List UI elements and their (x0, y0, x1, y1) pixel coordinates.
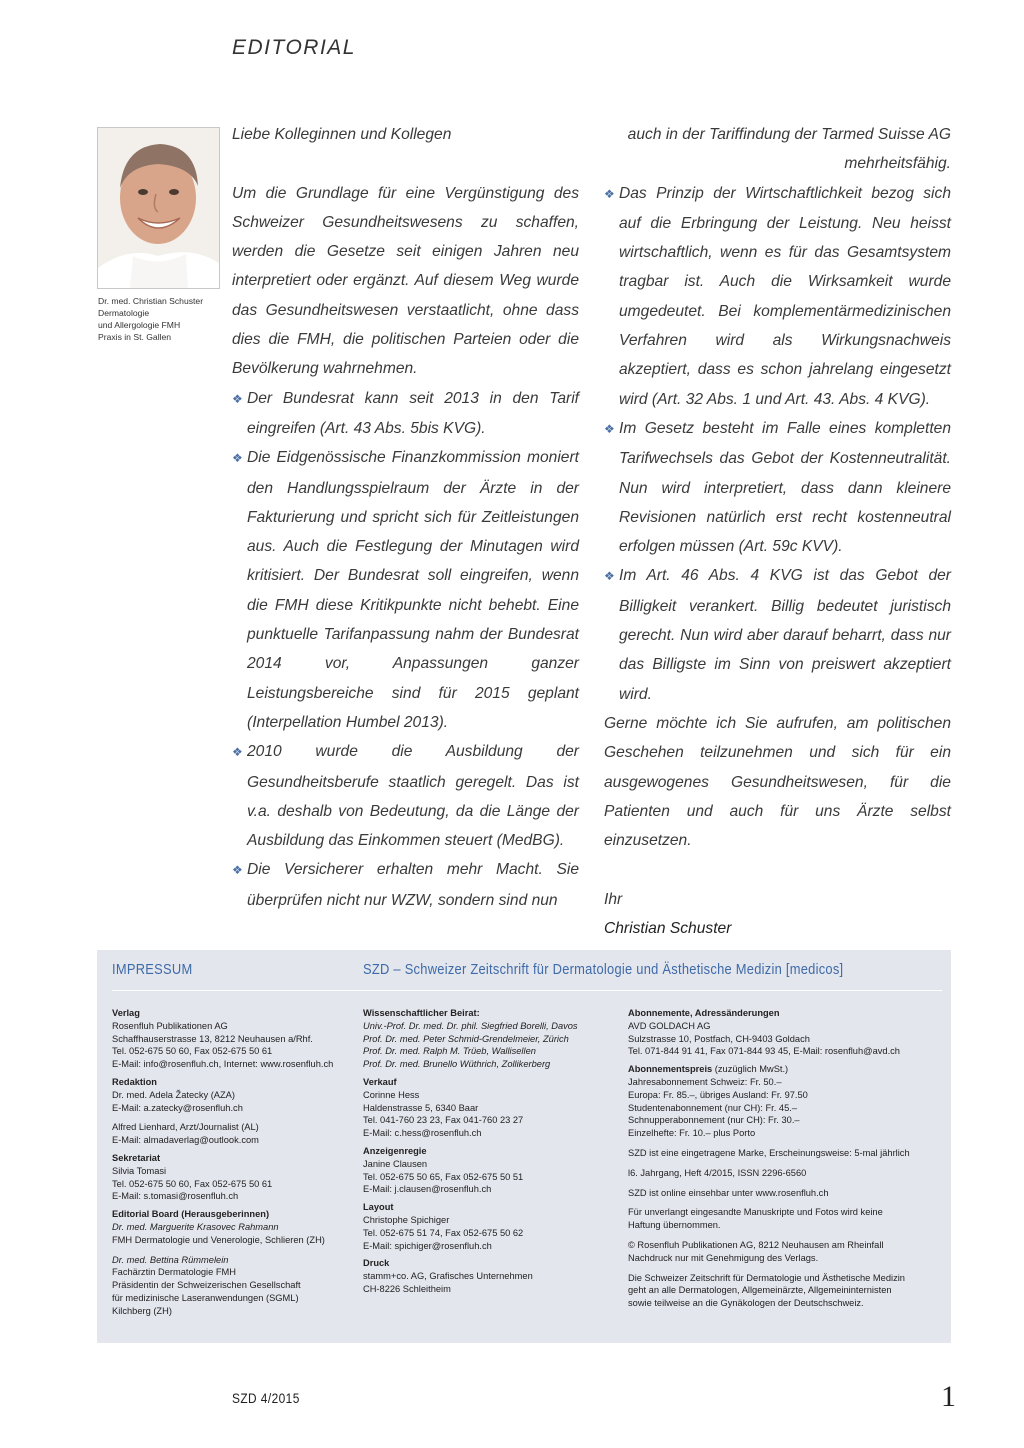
impressum-box (97, 950, 951, 1343)
impressum-line: Jahresabonnement Schweiz: Fr. 50.– (628, 1076, 782, 1087)
impressum-line: Tel. 041-760 23 23, Fax 041-760 23 27 (363, 1115, 524, 1126)
impressum-heading: Anzeigenregie (363, 1145, 427, 1156)
impressum-heading: Layout (363, 1202, 394, 1213)
impressum-line: Einzelhefte: Fr. 10.– plus Porto (628, 1128, 756, 1139)
spacer (628, 1140, 910, 1147)
impressum-line: Dr. med. Marguerite Krasovec Rahmann (112, 1221, 279, 1232)
impressum-heading: Verlag (112, 1008, 140, 1018)
impressum-line: für medizinische Laseranwendungen (SGML) (112, 1292, 299, 1303)
diamond-bullet-icon: ❖ (604, 186, 615, 201)
impressum-line: Schnupperabonnement (nur CH): Fr. 30.– (628, 1115, 800, 1126)
impressum-line: FMH Dermatologie und Venerologie, Schlieren (ZH) (112, 1234, 325, 1245)
sign-off: Ihr (604, 890, 623, 908)
impressum-column-contacts (363, 1007, 578, 1296)
impressum-line: Corinne Hess (363, 1089, 420, 1100)
impressum-line: E-Mail: spichiger@rosenfluh.ch (363, 1240, 492, 1251)
impressum-line: Tel. 052-675 50 60, Fax 052-675 50 61 (112, 1046, 273, 1057)
impressum-line: Tel. 071-844 91 41, Fax 071-844 93 45, E-Mail: rosenfluh@avd.ch (628, 1046, 900, 1057)
impressum-line: Europa: Fr. 85.–, übriges Ausland: Fr. 97.50 (628, 1089, 808, 1100)
impressum-line: Prof. Dr. med. Ralph M. Trüeb, Wallisellen (363, 1046, 536, 1057)
impressum-line: geht an alle Dermatologen, Allgemeinärzte, Allgemeininternisten (628, 1285, 892, 1296)
bullet-item: ❖ Im Gesetz besteht im Falle eines kompletten Tarifwechsels das Gebot der Kostenneutralität. Nun wird interpretiert, dass dann kleinere Revisionen natürlich erst recht kostenneutral erfolgen müssen (Art. 59c KVV). (604, 414, 951, 561)
diamond-bullet-icon: ❖ (232, 391, 243, 406)
bullet-item: ❖ Das Prinzip der Wirtschaftlichkeit bezog sich auf die Erbringung der Leistung. Neu heisst wirtschaftlich, wenn es für das Gesamtsystem tragbar ist. Auch die Wirksamkeit wurde umgedeutet. Bei komplementärmedizinischen Verfahren wird als Wirkungsnachweis akzeptiert, dass es schon jahrelang eingesetzt wird (Art. 32 Abs. 1 und Art. 43. Abs. 4 KVG). (604, 179, 951, 414)
diamond-bullet-icon: ❖ (604, 421, 615, 436)
impressum-line: Silvia Tomasi (112, 1165, 167, 1176)
impressum-line: Fachärztin Dermatologie FMH (112, 1267, 236, 1278)
impressum-line: stamm+co. AG, Grafisches Unternehmen (363, 1271, 533, 1282)
diamond-bullet-icon: ❖ (232, 451, 243, 466)
impressum-line: AVD GOLDACH AG (628, 1020, 711, 1031)
closing-paragraph: Gerne möchte ich Sie aufrufen, am politischen Geschehen teilzunehmen und sich für ein ausgewogenes Gesundheitswesen, für die Patienten und auch für uns Ärzte selbst einzusetzen. (604, 714, 951, 850)
impressum-line: Alfred Lienhard, Arzt/Journalist (AL) (112, 1122, 259, 1133)
impressum-line: CH-8226 Schleitheim (363, 1283, 451, 1294)
page-number: 1 (941, 1380, 956, 1413)
impressum-column-subscriptions (628, 1007, 910, 1310)
impressum-line: © Rosenfluh Publikationen AG, 8212 Neuhausen am Rheinfall (628, 1239, 884, 1250)
impressum-line: Univ.-Prof. Dr. med. Dr. phil. Siegfried Borelli, Davos (363, 1020, 578, 1031)
impressum-line: E-Mail: s.tomasi@rosenfluh.ch (112, 1191, 239, 1202)
impressum-heading: Sekretariat (112, 1152, 161, 1163)
signature: Christian Schuster (604, 920, 732, 938)
impressum-line: E-Mail: info@rosenfluh.ch, Internet: www.rosenfluh.ch (112, 1059, 334, 1070)
diamond-bullet-icon: ❖ (232, 745, 243, 760)
impressum-line: Studentenabonnement (nur CH): Fr. 45.– (628, 1102, 797, 1113)
author-photo (97, 127, 220, 289)
author-caption (98, 295, 223, 343)
bullet-item: ❖ 2010 wurde die Ausbildung der Gesundheitsberufe staatlich geregelt. Das ist v.a. deshalb von Bedeutung, da die Länge der Ausbildung das Einkommen steuert (MedBG). (232, 737, 579, 855)
greeting: Liebe Kolleginnen und Kollegen (232, 126, 452, 143)
spacer (112, 1247, 333, 1254)
impressum-line: Für unverlangt eingesandte Manuskripte und Fotos wird keine (628, 1207, 883, 1218)
impressum-line: E-Mail: j.clausen@rosenfluh.ch (363, 1184, 492, 1195)
impressum-line: Prof. Dr. med. Peter Schmid-Grendelmeier, Zürich (363, 1033, 569, 1044)
issue-label: SZD 4/2015 (232, 1390, 300, 1406)
impressum-heading: Abonnemente, Adressänderungen (628, 1008, 780, 1018)
diamond-bullet-icon: ❖ (232, 863, 243, 878)
impressum-line: Kilchberg (ZH) (112, 1305, 172, 1316)
impressum-line: Präsidentin der Schweizerischen Gesellschaft (112, 1280, 301, 1291)
impressum-heading: Druck (363, 1258, 390, 1269)
impressum-heading: Redaktion (112, 1076, 157, 1087)
editorial-left-column (232, 120, 579, 915)
editorial-right-column (604, 120, 951, 943)
spacer (628, 1265, 910, 1272)
impressum-line: l6. Jahrgang, Heft 4/2015, ISSN 2296-6560 (628, 1167, 807, 1178)
intro-paragraph: Um die Grundlage für eine Vergünstigung des Schweizer Gesundheitswesens zu schaffen, werden die Gesetze seit einigen Jahren neu interpretiert oder ergänzt. Auf diesem Weg wurde das Gesundheitswesen verstaatlicht, ohne dass dies die FMH, die politischen Parteien oder die Bevölkerung wahrnehmen. (232, 184, 579, 378)
impressum-line: Haldenstrasse 5, 6340 Baar (363, 1102, 479, 1113)
diamond-bullet-icon: ❖ (604, 569, 615, 584)
impressum-line: Rosenfluh Publikationen AG (112, 1020, 228, 1031)
spacer (628, 1180, 910, 1187)
impressum-line: Sulzstrasse 10, Postfach, CH-9403 Goldach (628, 1033, 810, 1044)
caption-line: Praxis in St. Gallen (98, 332, 172, 342)
impressum-heading: Wissenschaftlicher Beirat: (363, 1008, 480, 1018)
impressum-line: Nachdruck nur mit Genehmigung des Verlags. (628, 1252, 819, 1263)
impressum-divider (112, 990, 942, 991)
impressum-title: IMPRESSUM (112, 961, 193, 978)
impressum-line: Tel. 052-675 51 74, Fax 052-675 50 62 (363, 1227, 524, 1238)
journal-title: SZD – Schweizer Zeitschrift für Dermatologie und Ästhetische Medizin [medicos] (363, 961, 844, 978)
bullet-item: ❖ Die Eidgenössische Finanzkommission moniert den Handlungsspielraum der Ärzte in der Fakturierung und spricht sich für Zeitleistungen aus. Auch die Festlegung der Minutagen wird kritisiert. Der Bundesrat soll eingreifen, wenn die FMH diese Kritikpunkte nicht behebt. Eine punktuelle Tarifanpassung nahm der Bundesrat 2014 vor, Anpassungen ganzer Leistungsbereiche sind für 2015 geplant (Interpellation Humbel 2013). (232, 443, 579, 737)
impressum-heading: Editorial Board (Herausgeberinnen) (112, 1209, 270, 1220)
section-title: EDITORIAL (232, 36, 356, 59)
caption-line: Dermatologie (98, 308, 150, 318)
spacer (628, 1160, 910, 1167)
impressum-column-publisher (112, 1007, 333, 1318)
spacer (112, 1114, 333, 1121)
caption-line: und Allergologie FMH (98, 320, 181, 330)
impressum-line: Schaffhauserstrasse 13, 8212 Neuhausen a/Rhf. (112, 1033, 313, 1044)
impressum-line: Janine Clausen (363, 1158, 428, 1169)
impressum-heading: Verkauf (363, 1076, 397, 1087)
impressum-line: E-Mail: a.zatecky@rosenfluh.ch (112, 1102, 243, 1113)
impressum-line: Christophe Spichiger (363, 1214, 450, 1225)
impressum-line: Dr. med. Adela Žatecky (AZA) (112, 1089, 235, 1100)
impressum-line: Haftung übernommen. (628, 1220, 721, 1231)
impressum-line: Prof. Dr. med. Brunello Wüthrich, Zollikerberg (363, 1059, 551, 1070)
spacer (628, 1199, 910, 1206)
impressum-line: SZD ist online einsehbar unter www.rosenfluh.ch (628, 1187, 829, 1198)
impressum-line: Tel. 052-675 50 65, Fax 052-675 50 51 (363, 1171, 524, 1182)
impressum-line: SZD ist eine eingetragene Marke, Erscheinungsweise: 5-mal jährlich (628, 1147, 910, 1158)
caption-line: Dr. med. Christian Schuster (98, 296, 204, 306)
bullet-item: ❖ Der Bundesrat kann seit 2013 in den Tarif eingreifen (Art. 43 Abs. 5bis KVG). (232, 384, 579, 444)
continuation-text: auch in der Tariffindung der Tarmed Suisse AG mehrheitsfähig. (627, 126, 951, 173)
impressum-line: E-Mail: almadaverlag@outlook.com (112, 1135, 259, 1146)
bullet-item: ❖ Die Versicherer erhalten mehr Macht. Sie überprüfen nicht nur WZW, sondern sind nun (232, 855, 579, 915)
impressum-line: E-Mail: c.hess@rosenfluh.ch (363, 1128, 482, 1139)
impressum-line: Dr. med. Bettina Rümmelein (112, 1254, 229, 1265)
impressum-line: Tel. 052-675 50 60, Fax 052-675 50 61 (112, 1178, 273, 1189)
bullet-item: ❖ Im Art. 46 Abs. 4 KVG ist das Gebot der Billigkeit verankert. Billig bedeutet juristisch gerecht. Nun wird aber darauf beharrt, dass nur das Billigste im Sinn von preiswert akzeptiert wird. (604, 561, 951, 708)
impressum-line: sowie teilweise an die Gynäkologen der Deutschschweiz. (628, 1298, 864, 1309)
impressum-line: Die Schweizer Zeitschrift für Dermatologie und Ästhetische Medizin (628, 1272, 905, 1283)
spacer (628, 1232, 910, 1239)
impressum-heading: Abonnementspreis (zuzüglich MwSt.) (628, 1064, 789, 1075)
